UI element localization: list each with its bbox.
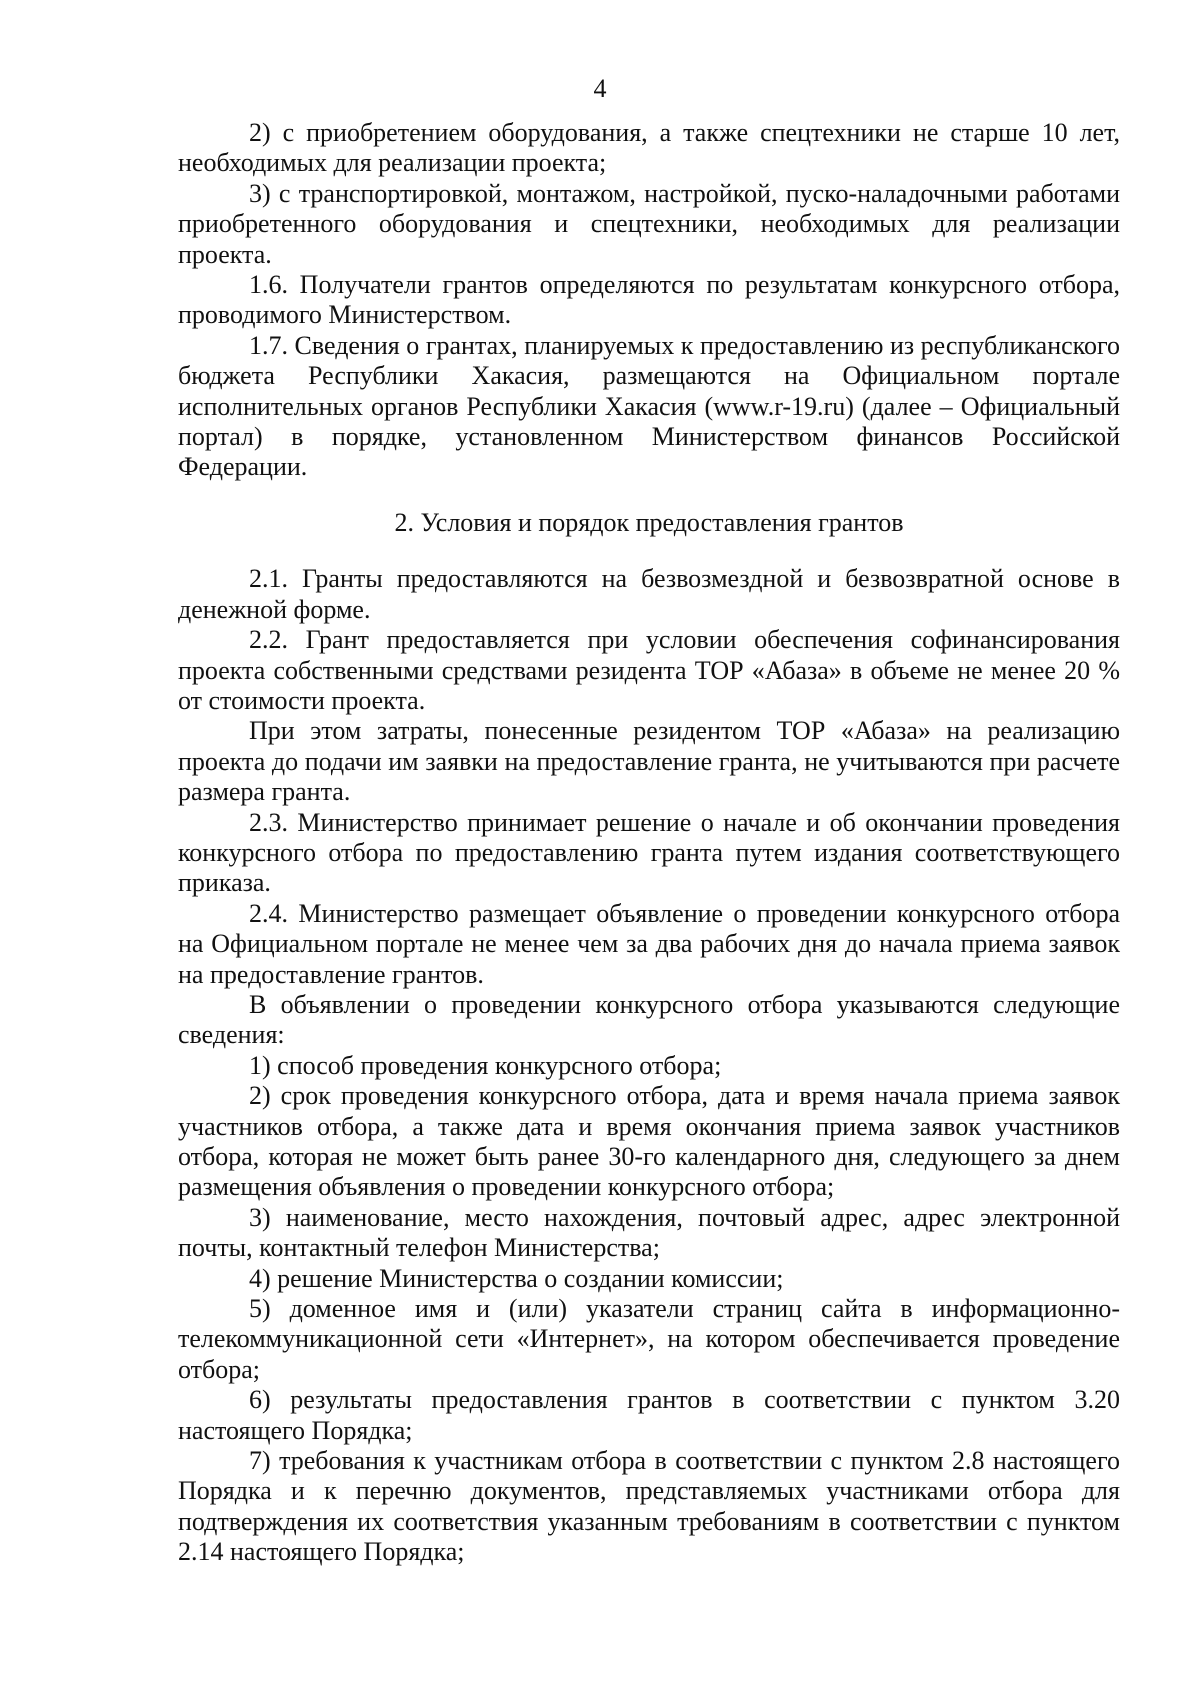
list-item-7: 7) требования к участникам отбора в соответствии с пунктом 2.8 настоящего Порядка и к перечню документов, представляемых участниками отбора для подтверждения их соответствия указанным требованиям в соответствии с пунктом 2.14 настоящего Порядка;: [178, 1446, 1120, 1567]
paragraph-2-3: 2.3. Министерство принимает решение о начале и об окончании проведения конкурсного отбора по предоставлению гранта путем издания соответствующего приказа.: [178, 807, 1120, 898]
document-body: [178, 118, 1120, 1568]
paragraph-announcement-intro: В объявлении о проведении конкурсного отбора указываются следующие сведения:: [178, 989, 1120, 1050]
paragraph-1-6: 1.6. Получатели грантов определяются по результатам конкурсного отбора, проводимого Министерством.: [178, 270, 1120, 330]
list-item-3: 3) наименование, место нахождения, почтовый адрес, адрес электронной почты, контактный телефон Министерства;: [178, 1202, 1120, 1263]
paragraph-item-3: 3) с транспортировкой, монтажом, настройкой, пуско-наладочными работами приобретенного оборудования и спецтехники, необходимых для реализации проекта.: [178, 178, 1120, 269]
paragraph-2-2-costs: При этом затраты, понесенные резидентом ТОР «Абаза» на реализацию проекта до подачи им заявки на предоставление гранта, не учитываются при расчете размера гранта.: [178, 716, 1120, 807]
paragraph-2-1: 2.1. Гранты предоставляются на безвозмездной и безвозвратной основе в денежной форме.: [178, 564, 1120, 624]
list-item-6: 6) результаты предоставления грантов в соответствии с пунктом 3.20 настоящего Порядка;: [178, 1385, 1120, 1445]
list-item-1: 1) способ проведения конкурсного отбора;: [249, 1050, 722, 1080]
paragraph-2-2: 2.2. Грант предоставляется при условии обеспечения софинансирования проекта собственными средствами резидента ТОР «Абаза» в объеме не менее 20 % от стоимости проекта.: [178, 625, 1120, 715]
paragraph-1-7: 1.7. Сведения о грантах, планируемых к предоставлению из республиканского бюджета Республики Хакасия, размещаются на Официальном портале исполнительных органов Республики Хакасия (www.r-19.ru) (далее – Официальный портал) в порядке, установленном Министерством финансов Российской Федерации.: [178, 330, 1120, 482]
paragraph-item-2: 2) с приобретением оборудования, а также спецтехники не старше 10 лет, необходимых для реализации проекта;: [178, 118, 1120, 178]
list-item-4: 4) решение Министерства о создании комиссии;: [249, 1263, 784, 1293]
list-item-2: 2) срок проведения конкурсного отбора, дата и время начала приема заявок участников отбора, а также дата и время окончания приема заявок участников отбора, которая не может быть ранее 30-го календарного дня, следующего за днем размещения объявления о проведении конкурсного отбора;: [178, 1081, 1120, 1202]
paragraph-2-4: 2.4. Министерство размещает объявление о проведении конкурсного отбора на Официальном портале не менее чем за два рабочих дня до начала приема заявок на предоставление грантов.: [178, 898, 1120, 989]
list-item-5: 5) доменное имя и (или) указатели страниц сайта в информационно-телекоммуникационной сети «Интернет», на котором обеспечивается проведение отбора;: [178, 1294, 1120, 1384]
page-number: 4: [593, 74, 607, 103]
section-heading: 2. Условия и порядок предоставления грантов: [394, 507, 904, 537]
